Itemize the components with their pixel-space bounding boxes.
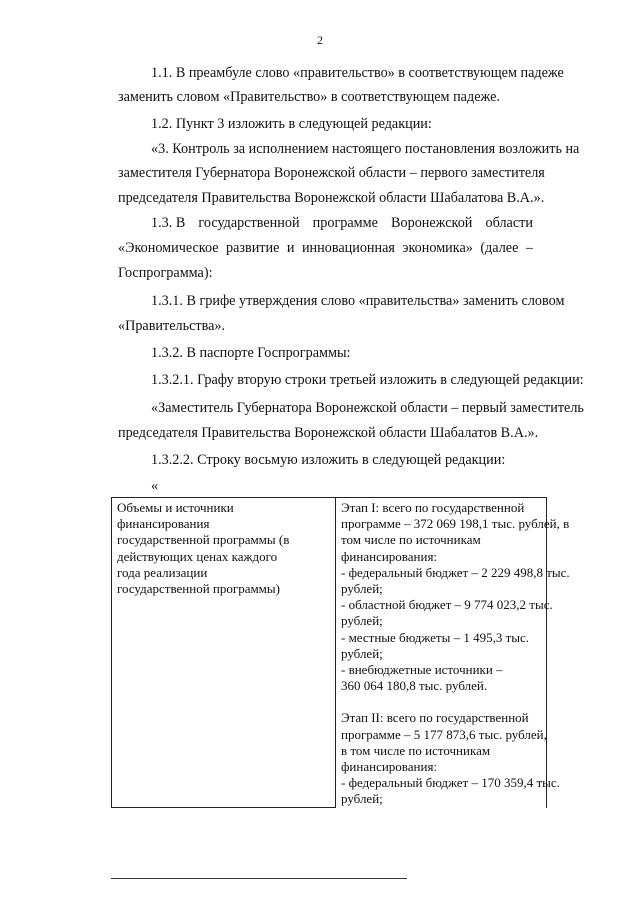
text-line: 1.3.2.1. Графу вторую строки третьей изложить в следующей редакции: — [151, 372, 584, 388]
word: – — [525, 240, 533, 256]
cell-gap — [341, 694, 542, 710]
text-line: председателя Правительства Воронежской области Шабалатов В.А.». — [118, 425, 539, 441]
text-line: заместителя Губернатора Воронежской области – первого заместителя — [118, 165, 545, 181]
word: государственной — [198, 215, 300, 231]
cell-line: программе – 372 069 198,1 тыс. рублей, в — [341, 516, 570, 532]
word: 1.3. В — [151, 215, 186, 231]
cell-line: государственной программы) — [117, 581, 280, 597]
cell-line: том числе по источникам — [341, 532, 481, 548]
table-cell-label — [112, 498, 336, 808]
cell-line: рублей; — [341, 581, 383, 597]
page-number: 2 — [317, 33, 323, 47]
cell-line: финансирования — [117, 516, 210, 532]
text-line: 1.1. В преамбуле слово «правительство» в соответствующем падеже — [151, 65, 564, 81]
financing-table — [111, 497, 570, 808]
cell-line: рублей; — [341, 613, 383, 629]
cell-line: государственной программы (в — [117, 532, 290, 548]
cell-line: рублей; — [341, 791, 383, 807]
cell-line: 360 064 180,8 тыс. рублей. — [341, 678, 488, 694]
cell-line: рублей; — [341, 645, 383, 661]
word: области — [485, 215, 533, 231]
text-line: председателя Правительства Воронежской области Шабалатова В.А.». — [118, 190, 545, 206]
cell-line: года реализации — [117, 564, 208, 580]
text-line: «Правительства». — [118, 318, 226, 334]
cell-line: финансирования: — [341, 548, 438, 564]
text-line: заменить словом «Правительство» в соответствующем падеже. — [118, 89, 500, 105]
text-line: 1.3.1. В грифе утверждения слово «правительства» заменить словом — [151, 293, 565, 309]
cell-line: Этап I: всего по государственной — [341, 500, 525, 515]
cell-line: в том числе по источникам — [341, 742, 491, 758]
word: (далее — [480, 240, 519, 256]
text-line: 1.2. Пункт 3 изложить в следующей редакции: — [151, 116, 432, 132]
opening-quote: « — [151, 478, 159, 494]
word: Воронежской — [391, 215, 473, 231]
footer-rule — [111, 878, 407, 879]
cell-line: финансирования: — [341, 759, 438, 775]
cell-line: Этап II: всего по государственной — [341, 710, 529, 726]
text-line: «3. Контроль за исполнением настоящего постановления возложить на — [151, 141, 580, 157]
cell-line: - внебюджетные источники – — [341, 662, 503, 678]
cell-line: - областной бюджет – 9 774 023,2 тыс. — [341, 597, 553, 613]
cell-line: Объемы и источники — [117, 500, 234, 515]
word: и — [286, 240, 295, 256]
table-row — [112, 498, 547, 808]
text-line: 1.3.2. В паспорте Госпрограммы: — [151, 345, 351, 361]
text-line: Госпрограмма): — [118, 265, 213, 281]
text-line: «Заместитель Губернатора Воронежской области – первый заместитель — [151, 400, 584, 416]
word: «Экономическое — [118, 240, 219, 256]
word: экономика» — [402, 240, 473, 256]
text-line-spread — [118, 239, 533, 257]
text-line: 1.3.2.2. Строку восьмую изложить в следующей редакции: — [151, 452, 506, 468]
word: развитие — [226, 240, 280, 256]
cell-line: программе – 5 177 873,6 тыс. рублей, — [341, 726, 547, 742]
cell-line: - федеральный бюджет – 2 229 498,8 тыс. — [341, 564, 570, 580]
cell-line: - федеральный бюджет – 170 359,4 тыс. — [341, 775, 560, 791]
cell-line: - местные бюджеты – 1 495,3 тыс. — [341, 629, 530, 645]
table-cell-value — [336, 498, 570, 808]
word: инновационная — [301, 240, 395, 256]
cell-line: действующих ценах каждого — [117, 548, 278, 564]
text-line-spread — [151, 214, 533, 232]
word: программе — [312, 215, 378, 231]
